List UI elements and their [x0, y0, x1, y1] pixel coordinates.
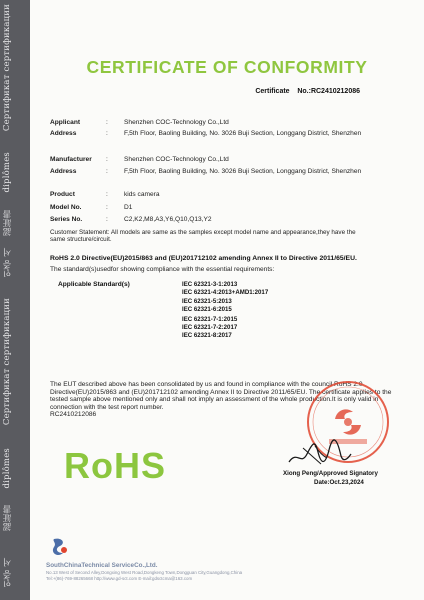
applicant-value: Shenzhen COC-Technology Co.,Ltd	[124, 119, 229, 126]
sidebar-word-french: diplômes	[2, 152, 12, 193]
product-label: Product	[50, 191, 75, 198]
colon: :	[106, 191, 108, 198]
signature-date: Date:Oct.23,2024	[314, 479, 364, 486]
signature	[285, 432, 355, 472]
sidebar-word-french: diplômes	[2, 448, 12, 489]
footer-company-name: SouthChinaTechnical ServiceCo.,Ltd.	[46, 562, 158, 569]
colon: :	[106, 216, 108, 223]
customer-statement: Customer Statement: All models are same as the samples except model name and appearance,they have the same structure/circuit.	[50, 229, 356, 244]
applicant-label: Applicant	[50, 119, 81, 126]
standard-item: IEC 62321-3-1:2013	[182, 281, 238, 288]
product-value: kids camera	[124, 191, 160, 198]
footer-contact: Tel:+(86)-769-88265668 http://www.gd-sct.com E-mail:gdsctcma@163.com	[46, 576, 193, 581]
standard-item: IEC 62321-7-2:2017	[182, 324, 238, 331]
report-number: RC2410212086	[50, 411, 97, 419]
sidebar-word-korean: 인증 서	[3, 558, 13, 588]
model-value: D1	[124, 204, 133, 211]
applicant-address-value: F,5th Floor, Baoling Building, No. 3026 Buji Section, Longgang District, Shenzhen	[124, 130, 362, 137]
series-label: Series No.	[50, 216, 83, 223]
manufacturer-value: Shenzhen COC-Technology Co.,Ltd	[124, 156, 229, 163]
manufacturer-label: Manufacturer	[50, 156, 92, 163]
applicable-standards-label: Applicable Standard(s)	[58, 281, 130, 288]
sidebar-word-japanese: 認証書	[3, 210, 13, 237]
sidebar-word-russian: Сертификат сертификации	[2, 298, 12, 426]
sidebar-word-russian: Сертификат сертификации	[2, 4, 12, 132]
colon: :	[106, 130, 108, 137]
colon: :	[106, 204, 108, 211]
standard-item: IEC 62321-5:2013	[182, 298, 232, 305]
footer-address: No.13 West of Second Alley,Dongxing West Road,Dongkeng Town,Dongguan City,Guangdong,China	[46, 570, 243, 575]
directive-line: RoHS 2.0 Directive(EU)2015/863 and (EU)201712102 amending Annex II to Directive 2011/65/EU.	[50, 255, 357, 262]
certificate-content	[30, 0, 424, 600]
multilingual-sidebar	[0, 0, 30, 600]
standard-item: IEC 62321-8:2017	[182, 332, 232, 339]
applicant-address-label: Address	[50, 130, 77, 137]
manufacturer-address-value: F,5th Floor, Baoling Building, No. 3026 Buji Section, Longgang District, Shenzhen	[124, 168, 362, 175]
manufacturer-address-label: Address	[50, 168, 77, 175]
model-label: Model No.	[50, 204, 82, 211]
standard-item: IEC 62321-4:2013+AMD1:2017	[182, 289, 269, 296]
sidebar-word-korean: 인증 서	[3, 248, 13, 278]
sidebar-word-japanese: 認証書	[3, 505, 13, 532]
standard-item: IEC 62321-7-1:2015	[182, 316, 238, 323]
certificate-number	[255, 88, 360, 95]
rohs-mark-logo: RoHS	[64, 445, 166, 486]
signatory-line: Xiong Peng/Approved Signatory	[283, 470, 378, 477]
certificate-number-value: No.:RC2410212086	[297, 88, 360, 95]
standards-intro: The standard(s)usedfor showing compliance with the essential requirements:	[50, 266, 275, 273]
standard-item: IEC 62321-6:2015	[182, 306, 232, 313]
series-value: C2,K2,M8,A3,Y6,Q10,Q13,Y2	[124, 216, 212, 223]
certificate-number-label: Certificate	[255, 88, 290, 95]
colon: :	[106, 119, 108, 126]
certificate-title: CERTIFICATE OF CONFORMITY	[86, 57, 368, 77]
colon: :	[106, 168, 108, 175]
colon: :	[106, 156, 108, 163]
company-logo-icon	[48, 536, 70, 558]
conclusion-text: The EUT described above has been consolidated by us and found in compliance with the council RoHS 2.0 Directive(EU)2015/863 and (EU)201712102 amending Annex II to Directive 2011/65/EU. The certificate applies to the tested sample above mentioned only and shall not imply an assessment of the whole production.It is only valid in connection with the test report number.	[50, 381, 392, 411]
